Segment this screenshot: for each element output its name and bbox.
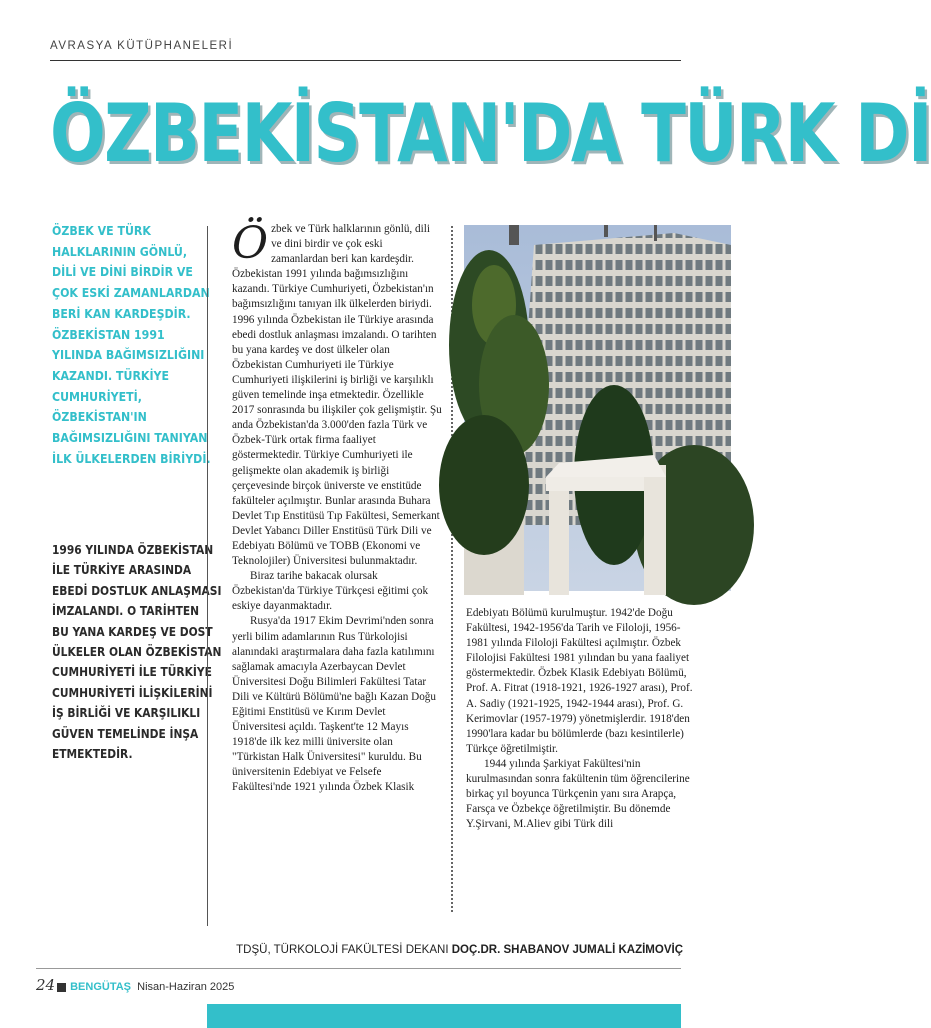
pull-quote-line: ETMEKTEDİR. <box>52 746 133 762</box>
lead-row <box>52 388 202 409</box>
building-photo <box>464 225 731 591</box>
lead-line: YILINDA BAĞIMSIZLIĞINI <box>52 348 205 364</box>
column-divider <box>207 226 208 926</box>
pull-quote-line: CUMHURİYETİ İLİŞKİLERİNİ <box>52 684 213 700</box>
lead-line: CUMHURİYETİ, <box>52 389 142 405</box>
pull-quote-line: ÜLKELER OLAN ÖZBEKİSTAN <box>52 644 222 660</box>
byline-author: DOÇ.DR. SHABANOV JUMALİ KAZİMOVİÇ <box>451 944 683 956</box>
pull-quote-row <box>52 601 207 621</box>
lead-paragraph <box>52 222 211 470</box>
body-paragraph: Biraz tarihe bakacak olursak Özbekistan'da Türkiye Türkçesi eğitimi çok eskiye dayanmaktadır. <box>232 570 429 613</box>
pull-quote-row <box>52 642 222 662</box>
article-title: ÖZBEKİSTAN'DA TÜRK Dİ <box>50 87 931 180</box>
pull-quote-line: EBEDİ DOSTLUK ANLAŞMASI <box>52 582 222 598</box>
lead-row <box>52 450 211 471</box>
footer <box>36 976 234 994</box>
pull-quote-line: İŞ BİRLİĞİ VE KARŞILIKLI <box>52 705 201 721</box>
body-paragraph: Rusya'da 1917 Ekim Devrimi'nden sonra yerli bilim adamlarının Rus Türkolojisi alanındaki araştırmalara daha fazla katılımını sağlamak amacıyla Azerbaycan Devlet Üniversitesi Doğu Bilimleri Fakültesi Tatar Dili ve Kültürü Bölümü'ne bağlı Kazan Doğu Eğitimi Enstitüsü ve Kırım Devlet Üniversitesi açıldı. Taşkent'te 12 Mayıs 1918'de ilk kez milli üniversite olan "Türkistan Halk Üniversitesi" kuruldu. Bu üniversitenin Edebiyat ve Felsefe Fakültesi'nde 1921 yılında Özbek Klasik <box>232 615 436 794</box>
lead-line: ÖZBEK VE TÜRK <box>52 224 151 239</box>
lead-row <box>52 367 202 388</box>
pull-quote-row <box>52 560 207 580</box>
lead-line: KAZANDI. TÜRKİYE <box>52 368 170 384</box>
lead-row <box>52 222 202 243</box>
drop-cap: Ö <box>232 218 269 269</box>
magazine-name: BENGÜTAŞ <box>70 981 132 993</box>
lead-row <box>52 284 210 305</box>
pull-quote-line: İMZALANDI. O TARİHTEN <box>52 603 200 619</box>
section-label: AVRASYA KÜTÜPHANELERİ <box>50 40 234 52</box>
pull-quote-row <box>52 662 212 682</box>
lead-line: HALKLARININ GÖNLÜ, <box>52 244 188 260</box>
title-clip <box>50 84 931 184</box>
lead-row <box>52 305 202 326</box>
lead-line: ÖZBEKİSTAN 1991 <box>52 327 165 343</box>
pull-quote-line: İLE TÜRKİYE ARASINDA <box>52 562 192 578</box>
byline <box>236 944 683 956</box>
pull-quote-line: 1996 YILINDA ÖZBEKİSTAN <box>52 542 214 557</box>
pull-quote-row <box>52 744 207 764</box>
lead-line: İLK ÜLKELERDEN BİRİYDİ. <box>52 451 211 467</box>
building-photo-image <box>464 225 731 591</box>
lead-line: BAĞIMSIZLIĞINI TANIYAN <box>52 431 208 447</box>
body-paragraph: Edebiyatı Bölümü kurulmuştur. 1942'de Doğu Fakültesi, 1942-1956'da Tarih ve Filoloji, 1956-1981 yılında Filoloji Fakültesi açılmıştır. Özbek Filolojisi Fakültesi 1981 yılından bu yana faaliyet göstermektedir. Özbek Klasik Edebiyatı Bölümü, Prof. A. Fitrat (1918-1921, 1926-1927 arası), Prof. A. Sadiy (1921-1925, 1942-1944 arası), Prof. G. Kerimovlar (1957-1979) yönetmişlerdir. 1918'den 1990'lara kadar bu bölümlerde (bazı kesintilerle) Türkçe öğretilmiştir. <box>466 607 693 755</box>
body-column-2 <box>466 606 696 832</box>
body-column-1 <box>232 218 442 796</box>
pull-quote-row <box>52 622 213 642</box>
pull-quote-row <box>52 683 213 703</box>
pull-quote-row <box>52 540 214 560</box>
lead-row <box>52 263 202 284</box>
lead-row <box>52 429 208 450</box>
byline-prefix: TDŞÜ, TÜRKOLOJİ FAKÜLTESİ DEKANI <box>236 944 452 956</box>
lead-line: ÖZBEKİSTAN'IN <box>52 410 147 426</box>
pull-quote-row <box>52 724 207 744</box>
pull-quote-line: CUMHURİYETİ İLE TÜRKİYE <box>52 664 212 680</box>
lead-row <box>52 408 202 429</box>
pull-quote-row <box>52 581 222 601</box>
top-rule <box>50 60 681 61</box>
lead-line: BERİ KAN KARDEŞDİR. <box>52 306 191 322</box>
issue-date: Nisan-Haziran 2025 <box>137 981 235 993</box>
pull-quote-line: GÜVEN TEMELİNDE İNŞA <box>52 725 199 741</box>
lead-line: ÇOK ESKİ ZAMANLARDAN <box>52 286 210 302</box>
footer-rule <box>36 968 681 969</box>
square-icon <box>57 983 66 992</box>
lead-line: DİLİ VE DİNİ BİRDİR VE <box>52 265 193 281</box>
body-paragraph: zbek ve Türk halklarının gönlü, dili ve dini birdir ve çok eski zamanlardan beri kan kardeşdir. Özbekistan 1991 yılında bağımsızlığını kazandı. Türkiye Cumhuriyeti, Özbekistan'ın bağımsızlığını tanıyan ilk ülkelerden biriydi. 1996 yılında Özbekistan ile Türkiye arasında ebedi dostluk anlaşması imzalandı. O tarihten bu yana kardeş ve dost ülkeler olan Özbekistan Cumhuriyeti ile Türkiye Cumhuriyeti ilişkilerini iş birliği ve karşılıklı güven temelinde inşa etmektedir. Özellikle 2017 sonrasında bu ilişkiler çok gelişmiştir. Şu anda Özbekistan'da 3.000'den fazla Türk ve Özbek-Türk ortak firma faaliyet göstermektedir. Türkiye Cumhuriyeti ile gelişmekte olan akademik iş birliği çerçevesinde birçok üniverste ve enstitüde fakülteler açılmıştır. Bunlar arasında Buhara Devlet Tıp Enstitüsü Tıp Fakültesi, Semerkant Devlet Yabancı Diller Enstitüsü Türk Dili ve Edebiyatı Bölümü ve TOBB (Ekonomi ve Teknolojiler) Üniversitesi bulunmaktadır. <box>232 223 442 568</box>
body-paragraph: 1944 yılında Şarkiyat Fakültesi'nin kurulmasından sonra fakültenin tüm öğrencilerine birkaç yıl boyunca Türkçenin yanı sıra Arapça, Farsça ve Özbekçe öğretilmiştir. Bu dönemde Y.Şirvani, M.Aliev gibi Türk dili <box>466 757 690 831</box>
footer-accent-bar <box>207 1004 681 1028</box>
lead-row <box>52 346 205 367</box>
pull-quote-row <box>52 703 207 723</box>
lead-row <box>52 243 202 264</box>
page-number: 24 <box>36 976 56 994</box>
pull-quote <box>52 540 222 764</box>
lead-row <box>52 326 202 347</box>
pull-quote-line: BU YANA KARDEŞ VE DOST <box>52 623 213 639</box>
